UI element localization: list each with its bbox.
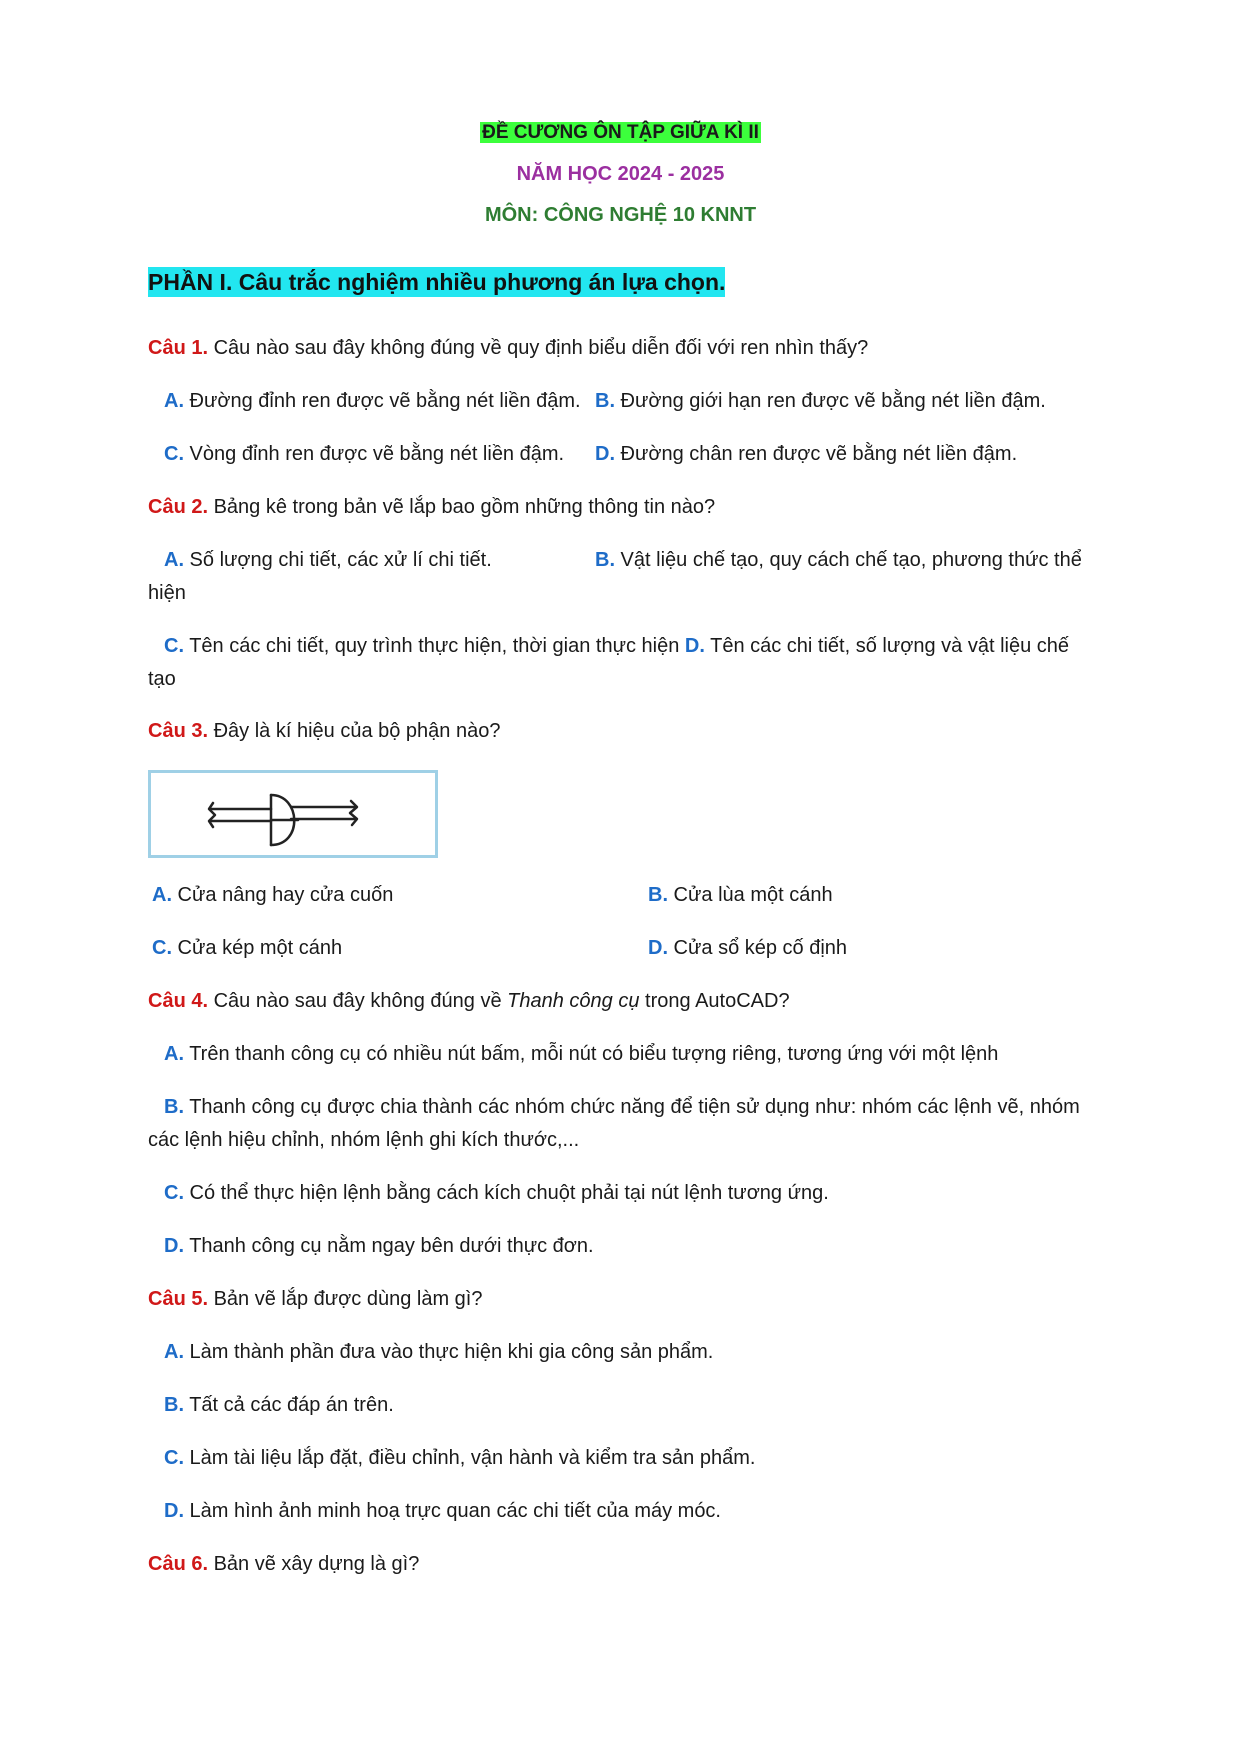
- q3-option-c: [152, 936, 342, 960]
- option-letter: D.: [684, 635, 705, 657]
- question-text: Câu nào sau đây không đúng về: [208, 990, 508, 1012]
- option-text: các lệnh hiệu chỉnh, nhóm lệnh ghi kích thước,...: [148, 1129, 580, 1151]
- option-letter: C.: [164, 1447, 184, 1469]
- option-letter: D.: [164, 1235, 184, 1257]
- question-1: [148, 336, 868, 360]
- option-text: Tất cả các đáp án trên.: [184, 1394, 394, 1416]
- doc-title: ĐỀ CƯƠNG ÔN TẬP GIỮA KÌ II: [482, 122, 759, 143]
- q1-option-c: [164, 442, 564, 466]
- option-letter: B.: [595, 549, 615, 571]
- option-letter: B.: [648, 884, 668, 906]
- option-text: Làm tài liệu lắp đặt, điều chỉnh, vận hành và kiểm tra sản phẩm.: [184, 1447, 756, 1469]
- q1-option-a: [164, 389, 581, 413]
- question-text: Câu nào sau đây không đúng về quy định biểu diễn đối với ren nhìn thấy?: [208, 337, 869, 359]
- q1-option-d: [595, 442, 1017, 466]
- option-letter: B.: [595, 390, 615, 412]
- option-letter: A.: [164, 549, 184, 571]
- q4-option-c: [164, 1181, 829, 1205]
- question-label: Câu 3.: [148, 720, 209, 742]
- q3-option-b: [648, 883, 833, 907]
- school-year-line: [0, 162, 1241, 186]
- question-4: [148, 989, 790, 1013]
- q2-option-a: [164, 548, 492, 572]
- part-heading-line: [148, 267, 725, 299]
- question-label: Câu 4.: [148, 990, 209, 1012]
- question-label: Câu 5.: [148, 1288, 209, 1310]
- door-symbol-figure: [148, 770, 438, 858]
- option-text: Vòng đỉnh ren được vẽ bằng nét liền đậm.: [184, 443, 565, 465]
- option-letter: D.: [164, 1500, 184, 1522]
- q3-option-d: [648, 936, 847, 960]
- question-text-italic: Thanh công cụ: [507, 990, 640, 1012]
- q2-option-b: [595, 548, 1082, 572]
- q3-option-a: [152, 883, 393, 907]
- option-text: Thanh công cụ được chia thành các nhóm chức năng để tiện sử dụng như: nhóm các lệnh vẽ, nhóm: [184, 1096, 1080, 1118]
- option-text: Trên thanh công cụ có nhiều nút bấm, mỗi nút có biểu tượng riêng, tương ứng với một lệnh: [184, 1043, 999, 1065]
- q4-option-d: [164, 1234, 594, 1258]
- q4-option-b: [164, 1095, 1080, 1119]
- part-heading: PHẦN I. Câu trắc nghiệm nhiều phương án lựa chọn.: [148, 269, 726, 295]
- option-letter: A.: [164, 1043, 184, 1065]
- school-year: NĂM HỌC 2024 - 2025: [516, 163, 725, 185]
- q2-option-d-continued: [148, 667, 176, 691]
- question-label: Câu 6.: [148, 1553, 209, 1575]
- question-label: Câu 2.: [148, 496, 209, 518]
- option-text: tạo: [148, 668, 176, 690]
- option-letter: C.: [164, 1182, 184, 1204]
- option-text: Đường đỉnh ren được vẽ bằng nét liền đậm.: [184, 390, 581, 412]
- option-letter: A.: [164, 390, 184, 412]
- question-5: [148, 1287, 482, 1311]
- option-letter: B.: [164, 1096, 184, 1118]
- question-text: Bản vẽ lắp được dùng làm gì?: [208, 1288, 483, 1310]
- question-text: Bảng kê trong bản vẽ lắp bao gồm những thông tin nào?: [208, 496, 716, 518]
- option-text: Làm thành phần đưa vào thực hiện khi gia công sản phẩm.: [184, 1341, 714, 1363]
- option-text: Tên các chi tiết, quy trình thực hiện, thời gian thực hiện: [184, 635, 680, 657]
- q2-option-b-continued: [148, 581, 186, 605]
- doc-title-line: [0, 120, 1241, 145]
- question-text: Đây là kí hiệu của bộ phận nào?: [208, 720, 501, 742]
- option-text: Số lượng chi tiết, các xử lí chi tiết.: [184, 549, 492, 571]
- option-letter: A.: [152, 884, 172, 906]
- q2-option-c-d: [164, 634, 1069, 658]
- option-text: Đường giới hạn ren được vẽ bằng nét liền đậm.: [615, 390, 1046, 412]
- option-text: Cửa kép một cánh: [172, 937, 343, 959]
- option-text: Có thể thực hiện lệnh bằng cách kích chuột phải tại nút lệnh tương ứng.: [184, 1182, 829, 1204]
- option-text: Đường chân ren được vẽ bằng nét liền đậm.: [615, 443, 1018, 465]
- q5-option-b: [164, 1393, 394, 1417]
- option-text: Thanh công cụ nằm ngay bên dưới thực đơn.: [184, 1235, 594, 1257]
- question-2: [148, 495, 715, 519]
- door-symbol-icon: [151, 773, 435, 855]
- option-letter: B.: [164, 1394, 184, 1416]
- option-text: Vật liệu chế tạo, quy cách chế tạo, phương thức thể: [615, 549, 1082, 571]
- subject-title: MÔN: CÔNG NGHỆ 10 KNNT: [484, 204, 757, 226]
- q4-option-a: [164, 1042, 998, 1066]
- option-letter: D.: [595, 443, 615, 465]
- question-6: [148, 1552, 419, 1576]
- option-text: Tên các chi tiết, số lượng và vật liệu chế: [704, 635, 1069, 657]
- subject-line: [0, 203, 1241, 227]
- option-text: Làm hình ảnh minh hoạ trực quan các chi tiết của máy móc.: [184, 1500, 721, 1522]
- option-letter: C.: [152, 937, 172, 959]
- option-letter: A.: [164, 1341, 184, 1363]
- option-text: Cửa nâng hay cửa cuốn: [172, 884, 394, 906]
- option-letter: C.: [164, 635, 184, 657]
- option-text: hiện: [148, 582, 186, 604]
- option-text: Cửa lùa một cánh: [668, 884, 833, 906]
- option-letter: D.: [648, 937, 668, 959]
- q5-option-d: [164, 1499, 721, 1523]
- question-text: Bản vẽ xây dựng là gì?: [208, 1553, 420, 1575]
- q4-option-b-continued: [148, 1128, 579, 1152]
- q5-option-c: [164, 1446, 755, 1470]
- q5-option-a: [164, 1340, 713, 1364]
- option-text: Cửa sổ kép cố định: [668, 937, 848, 959]
- question-text: trong AutoCAD?: [639, 990, 790, 1012]
- option-letter: C.: [164, 443, 184, 465]
- question-label: Câu 1.: [148, 337, 209, 359]
- q1-option-b: [595, 389, 1046, 413]
- question-3: [148, 719, 500, 743]
